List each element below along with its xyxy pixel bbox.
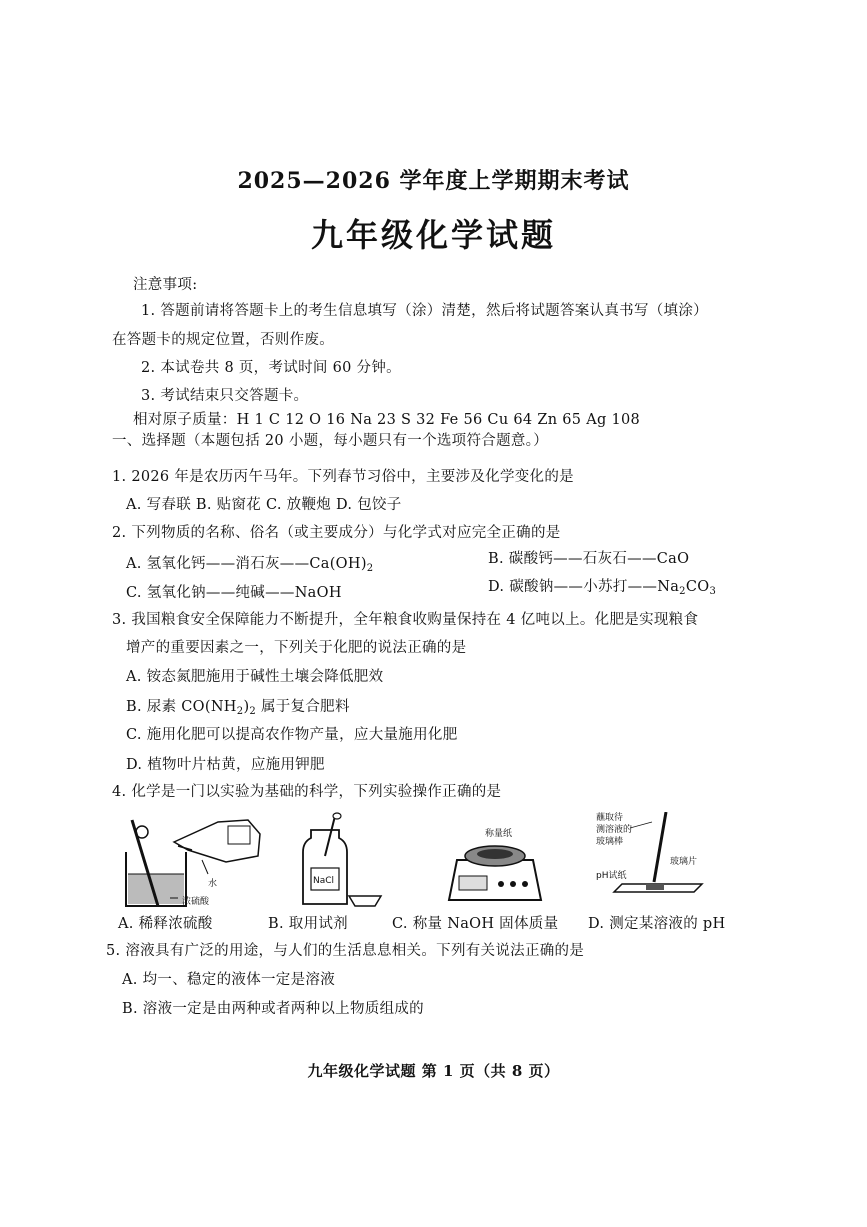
question-2-option-a: A. 氢氧化钙——消石灰$——Ca(OH)_2$ (126, 556, 374, 574)
question-5-option-b: B. 溶液一定是由两种或者两种以上物质组成的 (122, 1001, 424, 1017)
question-3-option-a: A. 铵态氮肥施用于碱性土壤会降低肥效 (126, 669, 384, 685)
figure-caption-a: A. 稀释浓硫酸 (118, 916, 213, 932)
paper-title: 九年级化学试题 (310, 216, 556, 254)
question-3-option-d: D. 植物叶片枯黄，应施用钾肥 (126, 757, 325, 773)
exam-title: 2025—2026 学年度上学期期末考试 (237, 168, 630, 194)
notice-item-2: 2. 本试卷共 8 页，考试时间 60 分钟。 (141, 360, 401, 376)
question-5-option-a: A. 均一、稳定的液体一定是溶液 (122, 972, 335, 988)
question-4-stem: 4. 化学是一门以实验为基础的科学，下列实验操作正确的是 (112, 784, 502, 800)
page-footer: 九年级化学试题 第 1 页（共 8 页） (307, 1062, 560, 1080)
atomic-masses: 相对原子质量：H 1 C 12 O 16 Na 23 S 32 Fe 56 Cu 64 Zn 65 Ag 108 (133, 412, 641, 428)
question-3-option-c: C. 施用化肥可以提高农作物产量，应大量施用化肥 (126, 727, 458, 743)
question-3-stem-line1: 3. 我国粮食安全保障能力不断提升，全年粮食收购量保持在 4 亿吨以上。化肥是实现粮食 (112, 612, 699, 628)
question-1-options: A. 写春联 B. 贴窗花 C. 放鞭炮 D. 包饺子 (126, 497, 402, 513)
label-rod-1: 蘸取待 (596, 813, 624, 823)
label-concentrated-acid: 浓硫酸 (182, 897, 210, 907)
notice-item-1: 1. 答题前请将答题卡上的考生信息填写（涂）清楚，然后将试题答案认真书写（填涂） (141, 303, 708, 319)
question-2-stem: 2. 下列物质的名称、俗名（或主要成分）与化学式对应完全正确的是 (112, 525, 561, 541)
label-rod-3: 玻璃棒 (596, 837, 624, 847)
question-3-stem-line2: 增产的重要因素之一，下列关于化肥的说法正确的是 (126, 640, 467, 656)
question-2-option-d: D. 碳酸钠——小苏打$——Na_2CO_3$ (488, 579, 717, 597)
figure-caption-d: D. 测定某溶液的 pH (588, 916, 726, 932)
figure-dilute-acid (118, 812, 268, 912)
section-heading: 一、选择题（本题包括 20 小题，每小题只有一个选项符合题意。） (112, 433, 549, 449)
question-1-stem: 1. 2026 年是农历丙午马年。下列春节习俗中，主要涉及化学变化的是 (112, 469, 574, 485)
notice-item-3: 3. 考试结束只交答题卡。 (141, 388, 309, 404)
notice-item-1-cont: 在答题卡的规定位置，否则作废。 (112, 332, 334, 348)
question-2-option-b: B. 碳酸钙——石灰石——CaO (488, 551, 690, 567)
figure-balance (445, 812, 545, 912)
label-water: 水 (208, 879, 218, 889)
question-2-option-c: C. 氢氧化钠——纯碱——NaOH (126, 585, 342, 601)
label-ph-paper: pH试纸 (596, 871, 627, 881)
question-3-option-b: B. 尿素 $CO(NH_2)_2$ 属于复合肥料 (126, 699, 350, 717)
figure-caption-c: C. 称量 NaOH 固体质量 (392, 916, 559, 932)
figure-take-reagent (295, 812, 395, 912)
label-weighing-paper: 称量纸 (485, 829, 513, 839)
figure-caption-b: B. 取用试剂 (268, 916, 348, 932)
question-5-stem: 5. 溶液具有广泛的用途，与人们的生活息息相关。下列有关说法正确的是 (106, 943, 585, 959)
figure-ph-test (594, 812, 714, 912)
label-rod-2: 测溶液的 (596, 825, 633, 835)
label-nacl: NaCl (313, 876, 335, 886)
label-glass-plate: 玻璃片 (670, 857, 698, 867)
notice-heading: 注意事项: (133, 277, 198, 293)
